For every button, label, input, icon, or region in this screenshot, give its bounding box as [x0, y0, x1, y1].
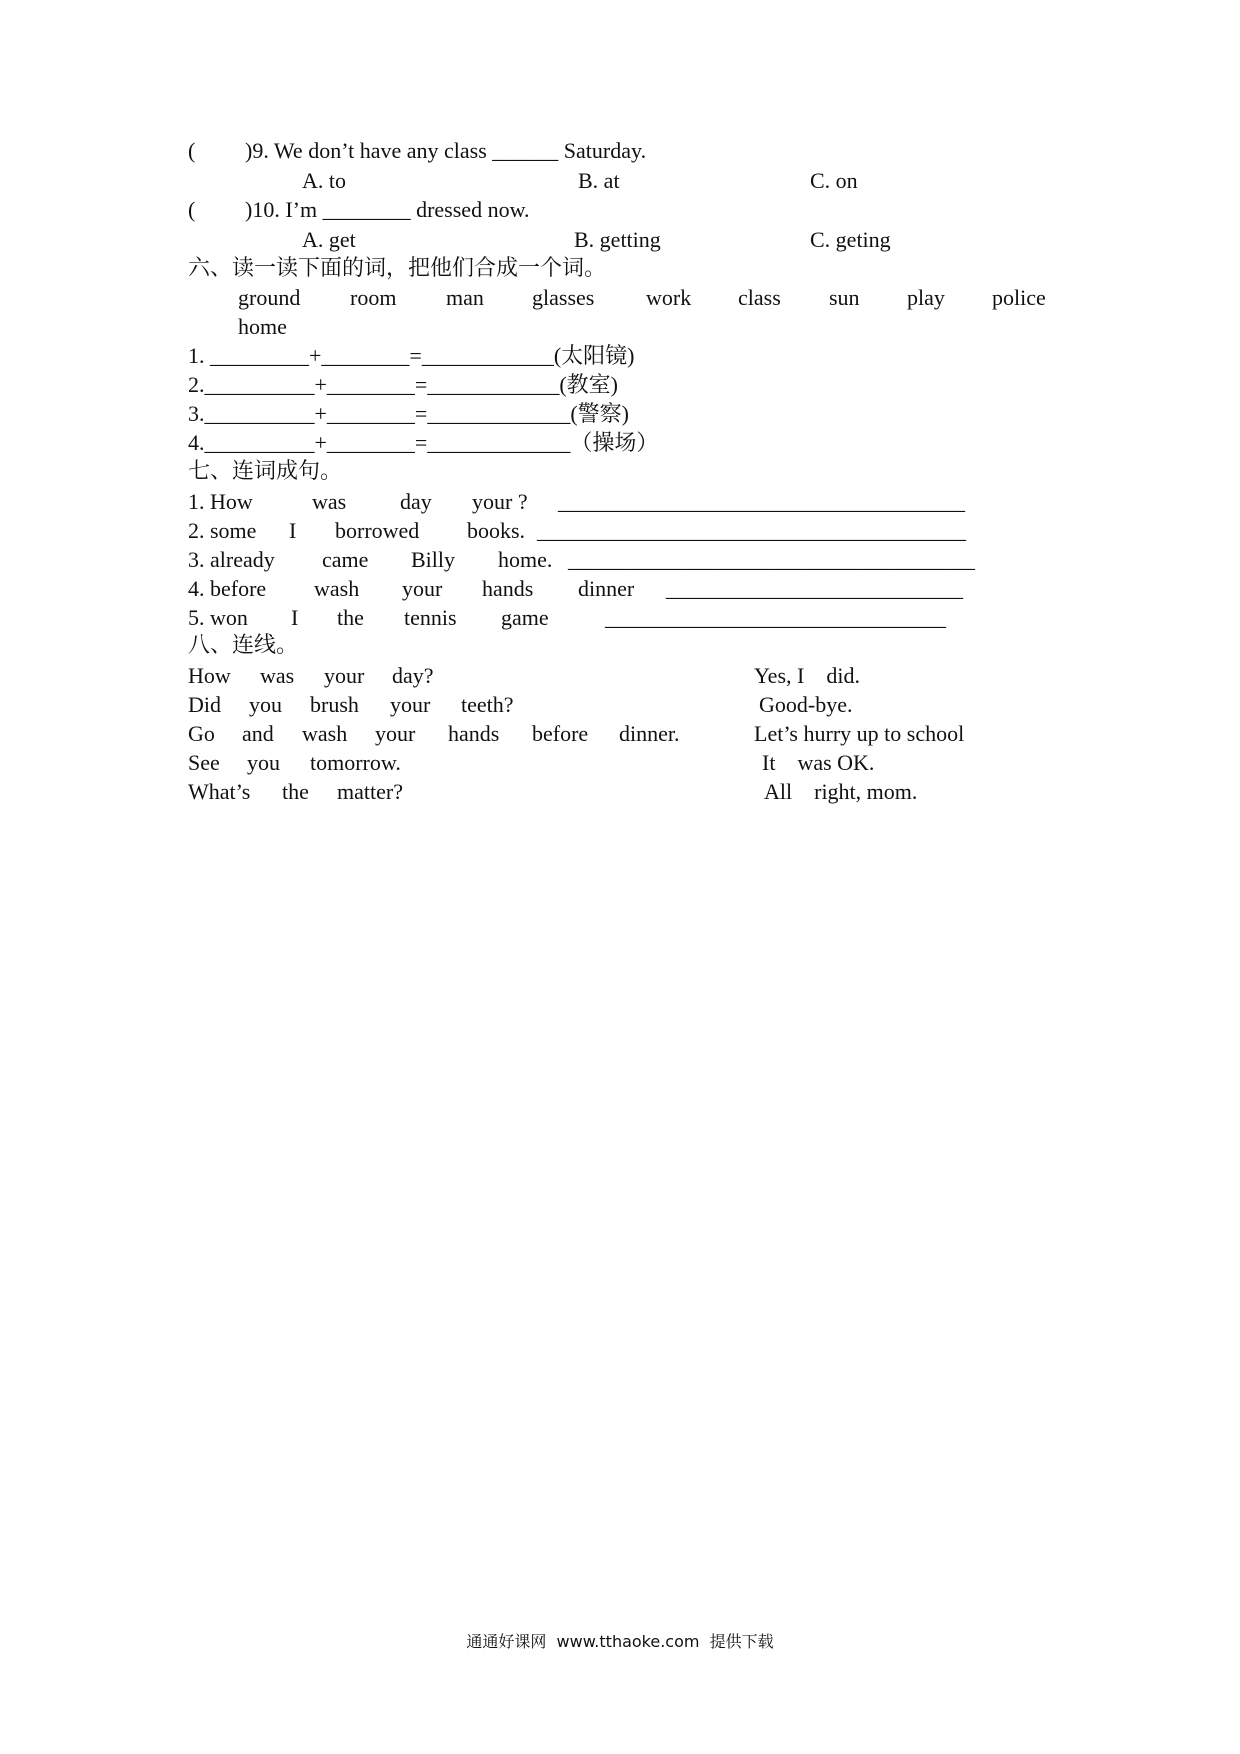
compound-item: 2.__________+________=____________(教室) [188, 372, 618, 397]
match-left-word: hands [448, 721, 500, 746]
q9-option-b: B. at [578, 168, 620, 193]
match-left-word: What’s [188, 779, 251, 804]
match-left-word: brush [310, 692, 359, 717]
sentence-word: books. [467, 518, 526, 543]
compound-item: 3.__________+________=_____________(警察) [188, 401, 629, 426]
match-right-item: Good-bye. [759, 692, 853, 717]
sentence-word: I [289, 518, 297, 543]
word-bank-item: room [350, 285, 397, 310]
sentence-word: 1. How [188, 489, 253, 514]
word-bank-item: home [238, 314, 287, 339]
page-footer: 通通好课网 www.tthaoke.com 提供下载 [466, 1632, 774, 1651]
q10-stem: )10. I’m ________ dressed now. [245, 197, 530, 222]
word-bank-item: police [992, 285, 1046, 310]
sentence-word: I [291, 605, 299, 630]
answer-blank: _______________________________ [605, 605, 946, 630]
section7-heading: 七、连词成句。 [188, 459, 343, 484]
word-bank-item: play [907, 285, 945, 310]
match-left-word: your [324, 663, 365, 688]
match-left-word: day? [392, 663, 434, 688]
match-left-word: How [188, 663, 231, 688]
match-right-item: All right, mom. [764, 779, 918, 804]
answer-blank: _____________________________________ [568, 547, 975, 572]
match-left-word: your [375, 721, 416, 746]
section8-heading: 八、连线。 [188, 633, 299, 658]
match-left-word: you [247, 750, 280, 775]
match-right-item: It was OK. [762, 750, 875, 775]
answer-blank: _____________________________________ [558, 489, 965, 514]
sentence-word: your ? [472, 489, 528, 514]
match-left-word: Go [188, 721, 215, 746]
compound-item: 1. _________+________=____________(太阳镜) [188, 343, 635, 368]
word-bank-item: glasses [532, 285, 595, 310]
match-left-word: Did [188, 692, 221, 717]
word-bank-item: ground [238, 285, 301, 310]
sentence-word: your [402, 576, 443, 601]
q9-option-c: C. on [810, 168, 858, 193]
match-left-word: wash [302, 721, 348, 746]
word-bank-item: man [446, 285, 484, 310]
sentence-word: 2. some [188, 518, 257, 543]
section6-heading: 六、读一读下面的词，把他们合成一个词。 [188, 256, 607, 281]
match-left-word: the [282, 779, 309, 804]
match-left-word: tomorrow. [310, 750, 401, 775]
sentence-word: day [400, 489, 432, 514]
sentence-word: 5. won [188, 605, 248, 630]
sentence-word: was [312, 489, 347, 514]
sentence-word: wash [314, 576, 360, 601]
compound-item: 4.__________+________=_____________（操场） [188, 430, 659, 455]
q10-option-b: B. getting [574, 227, 661, 252]
match-left-word: was [260, 663, 295, 688]
sentence-word: borrowed [335, 518, 420, 543]
sentence-word: dinner [578, 576, 635, 601]
sentence-word: came [322, 547, 369, 572]
match-left-word: dinner. [619, 721, 680, 746]
word-bank-item: sun [829, 285, 860, 310]
sentence-word: Billy [411, 547, 456, 572]
q10-paren: ( [188, 197, 196, 222]
match-right-item: Yes, I did. [754, 663, 860, 688]
match-left-word: before [532, 721, 589, 746]
q9-paren: ( [188, 138, 196, 163]
sentence-word: hands [482, 576, 534, 601]
match-left-word: matter? [337, 779, 403, 804]
word-bank-item: work [646, 285, 692, 310]
match-left-word: See [188, 750, 220, 775]
word-bank-item: class [738, 285, 781, 310]
sentence-word: 4. before [188, 576, 267, 601]
q9-option-a: A. to [302, 168, 346, 193]
answer-blank: _______________________________________ [537, 518, 966, 543]
q9-stem: )9. We don’t have any class ______ Saturday. [245, 138, 647, 163]
sentence-word: the [337, 605, 364, 630]
match-left-word: and [242, 721, 274, 746]
match-left-word: you [249, 692, 282, 717]
sentence-word: game [501, 605, 549, 630]
match-left-word: your [390, 692, 431, 717]
match-right-item: Let’s hurry up to school [754, 721, 965, 746]
q10-option-c: C. geting [810, 227, 891, 252]
answer-blank: ___________________________ [666, 576, 963, 601]
sentence-word: home. [498, 547, 553, 572]
match-left-word: teeth? [461, 692, 514, 717]
sentence-word: 3. already [188, 547, 275, 572]
sentence-word: tennis [404, 605, 457, 630]
q10-option-a: A. get [302, 227, 356, 252]
